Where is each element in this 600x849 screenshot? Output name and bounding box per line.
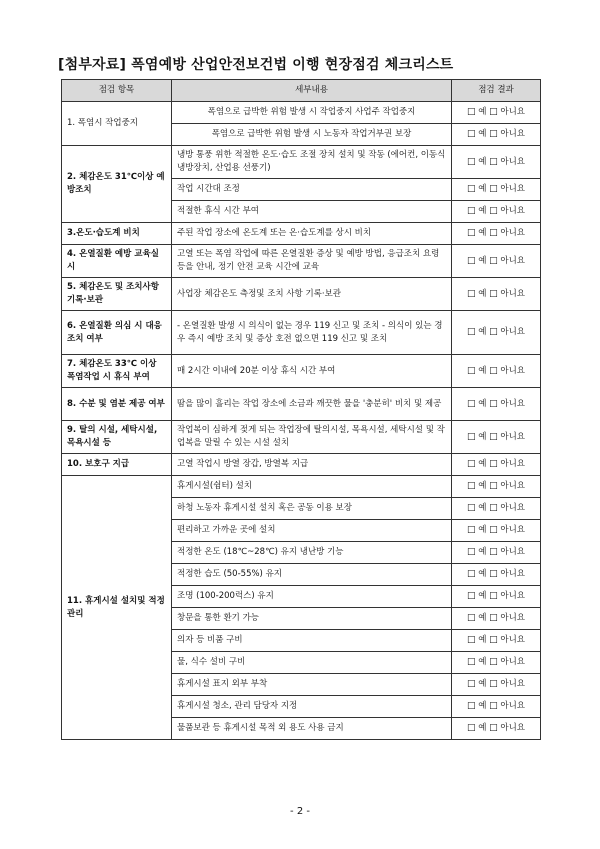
yes-label: 예 — [478, 288, 487, 299]
detail-cell: 적정한 온도 (18℃~28℃) 유지 냉난방 기능 — [172, 542, 452, 564]
detail-cell: 폭염으로 급박한 위험 발생 시 작업중지 사업주 작업중지 — [172, 102, 452, 124]
no-checkbox[interactable]: □ — [489, 228, 498, 238]
yes-label: 예 — [478, 398, 487, 409]
yes-checkbox[interactable]: □ — [467, 431, 476, 442]
detail-cell: 의자 등 비품 구비 — [172, 630, 452, 652]
yes-label: 예 — [478, 107, 487, 117]
result-cell — [452, 652, 541, 674]
no-label: 아니요 — [500, 398, 525, 409]
category-cell: 10. 보호구 지급 — [62, 454, 172, 476]
yes-label: 예 — [478, 503, 487, 513]
detail-cell: 조명 (100-200럭스) 유지 — [172, 586, 452, 608]
no-label: 아니요 — [500, 255, 525, 266]
yes-label: 예 — [478, 481, 487, 491]
result-cell — [452, 421, 541, 454]
result-cell — [452, 476, 541, 498]
result-cell — [452, 498, 541, 520]
no-label: 아니요 — [500, 228, 525, 238]
table-row — [62, 454, 541, 476]
result-cell — [452, 388, 541, 421]
yes-checkbox[interactable]: □ — [467, 459, 476, 469]
no-label: 아니요 — [500, 288, 525, 299]
no-label: 아니요 — [500, 129, 525, 139]
checklist-table — [61, 79, 541, 740]
no-label: 아니요 — [500, 184, 525, 194]
no-checkbox[interactable]: □ — [489, 255, 498, 266]
yes-checkbox[interactable]: □ — [467, 613, 476, 623]
no-label: 아니요 — [500, 723, 525, 733]
table-row — [62, 421, 541, 454]
no-label: 아니요 — [500, 156, 525, 167]
header-detail: 세부내용 — [172, 80, 452, 102]
yes-label: 예 — [478, 459, 487, 469]
no-label: 아니요 — [500, 365, 525, 376]
detail-cell: 사업장 체감온도 측정및 조치 사항 기록·보관 — [172, 278, 452, 311]
result-cell — [452, 608, 541, 630]
category-cell: 3.온도·습도계 비치 — [62, 223, 172, 245]
yes-checkbox[interactable]: □ — [467, 503, 476, 513]
yes-checkbox[interactable]: □ — [467, 481, 476, 491]
detail-cell: 물품보관 등 휴게시설 목적 외 용도 사용 금지 — [172, 718, 452, 740]
result-cell — [452, 630, 541, 652]
yes-checkbox[interactable]: □ — [467, 156, 476, 167]
table-row — [62, 102, 541, 124]
no-checkbox[interactable]: □ — [489, 288, 498, 299]
detail-cell: 폭염으로 급박한 위험 발생 시 노동자 작업거부권 보장 — [172, 124, 452, 146]
yes-label: 예 — [478, 679, 487, 689]
no-checkbox[interactable]: □ — [489, 431, 498, 442]
no-label: 아니요 — [500, 481, 525, 491]
category-cell: 9. 탈의 시설, 세탁시설, 목욕시설 등 — [62, 421, 172, 454]
no-checkbox[interactable]: □ — [489, 107, 498, 117]
page-title: [첨부자료] 폭염예방 산업안전보건법 이행 현장점검 체크리스트 — [58, 57, 454, 73]
no-checkbox[interactable]: □ — [489, 481, 498, 491]
no-checkbox[interactable]: □ — [489, 365, 498, 376]
no-checkbox[interactable]: □ — [489, 569, 498, 579]
yes-checkbox[interactable]: □ — [467, 206, 476, 216]
no-label: 아니요 — [500, 657, 525, 667]
yes-label: 예 — [478, 156, 487, 167]
result-cell — [452, 102, 541, 124]
detail-cell: 주된 작업 장소에 온도계 또는 온·습도계를 상시 비치 — [172, 223, 452, 245]
yes-label: 예 — [478, 723, 487, 733]
yes-label: 예 — [478, 228, 487, 238]
detail-cell: 고열 또는 폭염 작업에 따른 온열질환 증상 및 예방 방법, 응급조치 요령 등을 안내, 정기 안전 교육 시간에 교육 — [172, 245, 452, 278]
yes-label: 예 — [478, 129, 487, 139]
category-cell: 1. 폭염시 작업중지 — [62, 102, 172, 146]
yes-checkbox[interactable]: □ — [467, 657, 476, 667]
yes-label: 예 — [478, 206, 487, 216]
yes-checkbox[interactable]: □ — [467, 525, 476, 535]
table-row — [62, 388, 541, 421]
yes-checkbox[interactable]: □ — [467, 398, 476, 409]
result-cell — [452, 201, 541, 223]
no-label: 아니요 — [500, 613, 525, 623]
detail-cell: 적정한 습도 (50-55%) 유지 — [172, 564, 452, 586]
yes-label: 예 — [478, 657, 487, 667]
result-cell — [452, 696, 541, 718]
no-checkbox[interactable]: □ — [489, 503, 498, 513]
detail-cell: 휴게시설 청소, 관리 담당자 지정 — [172, 696, 452, 718]
yes-label: 예 — [478, 701, 487, 711]
table-row — [62, 245, 541, 278]
detail-cell: 고열 작업시 방열 장갑, 방열복 지급 — [172, 454, 452, 476]
yes-label: 예 — [478, 547, 487, 557]
result-cell — [452, 542, 541, 564]
detail-cell: 매 2시간 이내에 20분 이상 휴식 시간 부여 — [172, 355, 452, 388]
no-checkbox[interactable]: □ — [489, 657, 498, 667]
yes-checkbox[interactable]: □ — [467, 701, 476, 711]
no-label: 아니요 — [500, 206, 525, 216]
detail-cell: 물, 식수 설비 구비 — [172, 652, 452, 674]
category-cell: 5. 체감온도 및 조치사항 기록·보관 — [62, 278, 172, 311]
no-label: 아니요 — [500, 107, 525, 117]
no-checkbox[interactable]: □ — [489, 327, 498, 337]
yes-label: 예 — [478, 431, 487, 442]
yes-checkbox[interactable]: □ — [467, 679, 476, 689]
yes-checkbox[interactable]: □ — [467, 723, 476, 733]
category-cell: 4. 온열질환 예방 교육실시 — [62, 245, 172, 278]
result-cell — [452, 454, 541, 476]
no-checkbox[interactable]: □ — [489, 635, 498, 645]
header-result: 점검 결과 — [452, 80, 541, 102]
detail-cell: 휴게시설(쉼터) 설치 — [172, 476, 452, 498]
yes-label: 예 — [478, 365, 487, 376]
yes-checkbox[interactable]: □ — [467, 107, 476, 117]
no-checkbox[interactable]: □ — [489, 547, 498, 557]
detail-cell: 휴게시설 표지 외부 부착 — [172, 674, 452, 696]
no-label: 아니요 — [500, 547, 525, 557]
result-cell — [452, 179, 541, 201]
yes-label: 예 — [478, 635, 487, 645]
result-cell — [452, 278, 541, 311]
no-checkbox[interactable]: □ — [489, 398, 498, 409]
yes-checkbox[interactable]: □ — [467, 635, 476, 645]
category-cell: 7. 체감온도 33℃ 이상 폭염작업 시 휴식 부여 — [62, 355, 172, 388]
yes-checkbox[interactable]: □ — [467, 591, 476, 601]
table-row — [62, 311, 541, 355]
result-cell — [452, 520, 541, 542]
no-checkbox[interactable]: □ — [489, 184, 498, 194]
no-checkbox[interactable]: □ — [489, 591, 498, 601]
category-cell: 11. 휴게시설 설치및 적정 관리 — [62, 476, 172, 740]
yes-label: 예 — [478, 525, 487, 535]
result-cell — [452, 146, 541, 179]
result-cell — [452, 355, 541, 388]
yes-checkbox[interactable]: □ — [467, 255, 476, 266]
no-label: 아니요 — [500, 327, 525, 337]
yes-label: 예 — [478, 569, 487, 579]
no-checkbox[interactable]: □ — [489, 525, 498, 535]
page-number: - 2 - — [290, 806, 310, 817]
no-label: 아니요 — [500, 591, 525, 601]
yes-label: 예 — [478, 591, 487, 601]
table-row — [62, 355, 541, 388]
table-row — [62, 278, 541, 311]
result-cell — [452, 245, 541, 278]
detail-cell: 작업복이 심하게 젖게 되는 작업장에 탈의시설, 목욕시설, 세탁시설 및 작업복을 말릴 수 있는 시설 설치 — [172, 421, 452, 454]
detail-cell: 하청 노동자 휴게시설 설치 혹은 공동 이용 보장 — [172, 498, 452, 520]
yes-label: 예 — [478, 255, 487, 266]
yes-checkbox[interactable]: □ — [467, 228, 476, 238]
category-cell: 2. 체감온도 31℃이상 예방조치 — [62, 146, 172, 223]
no-checkbox[interactable]: □ — [489, 206, 498, 216]
detail-cell: - 온열질환 발생 시 의식이 없는 경우 119 신고 및 조치 - 의식이 있는 경우 즉시 예방 조치 및 증상 호전 없으면 119 신고 및 조치 — [172, 311, 452, 355]
no-label: 아니요 — [500, 569, 525, 579]
no-checkbox[interactable]: □ — [489, 459, 498, 469]
result-cell — [452, 223, 541, 245]
yes-checkbox[interactable]: □ — [467, 288, 476, 299]
yes-label: 예 — [478, 327, 487, 337]
no-label: 아니요 — [500, 503, 525, 513]
detail-cell: 적절한 휴식 시간 부여 — [172, 201, 452, 223]
yes-label: 예 — [478, 613, 487, 623]
result-cell — [452, 124, 541, 146]
result-cell — [452, 564, 541, 586]
no-label: 아니요 — [500, 635, 525, 645]
table-row — [62, 476, 541, 498]
no-checkbox[interactable]: □ — [489, 156, 498, 167]
header-category: 점검 항목 — [62, 80, 172, 102]
header-row — [62, 80, 541, 102]
detail-cell: 냉방 통풍 위한 적절한 온도·습도 조절 장치 설치 및 작동 (에어컨, 이동식 냉방장치, 산업용 선풍기) — [172, 146, 452, 179]
no-label: 아니요 — [500, 525, 525, 535]
detail-cell: 창문을 통한 환기 가능 — [172, 608, 452, 630]
no-checkbox[interactable]: □ — [489, 723, 498, 733]
no-label: 아니요 — [500, 459, 525, 469]
table-row — [62, 146, 541, 179]
no-label: 아니요 — [500, 431, 525, 442]
result-cell — [452, 311, 541, 355]
detail-cell: 땀을 많이 흘리는 작업 장소에 소금과 깨끗한 물을 '충분히' 비치 및 제공 — [172, 388, 452, 421]
yes-checkbox[interactable]: □ — [467, 184, 476, 194]
yes-checkbox[interactable]: □ — [467, 547, 476, 557]
result-cell — [452, 674, 541, 696]
result-cell — [452, 586, 541, 608]
category-cell: 8. 수분 및 염분 제공 여부 — [62, 388, 172, 421]
category-cell: 6. 온열질환 의심 시 대응 조치 여부 — [62, 311, 172, 355]
no-label: 아니요 — [500, 679, 525, 689]
no-checkbox[interactable]: □ — [489, 701, 498, 711]
yes-label: 예 — [478, 184, 487, 194]
yes-checkbox[interactable]: □ — [467, 327, 476, 337]
no-checkbox[interactable]: □ — [489, 129, 498, 139]
detail-cell: 작업 시간대 조정 — [172, 179, 452, 201]
yes-checkbox[interactable]: □ — [467, 129, 476, 139]
no-label: 아니요 — [500, 701, 525, 711]
no-checkbox[interactable]: □ — [489, 613, 498, 623]
result-cell — [452, 718, 541, 740]
table-row — [62, 223, 541, 245]
yes-checkbox[interactable]: □ — [467, 365, 476, 376]
no-checkbox[interactable]: □ — [489, 679, 498, 689]
detail-cell: 편리하고 가까운 곳에 설치 — [172, 520, 452, 542]
yes-checkbox[interactable]: □ — [467, 569, 476, 579]
